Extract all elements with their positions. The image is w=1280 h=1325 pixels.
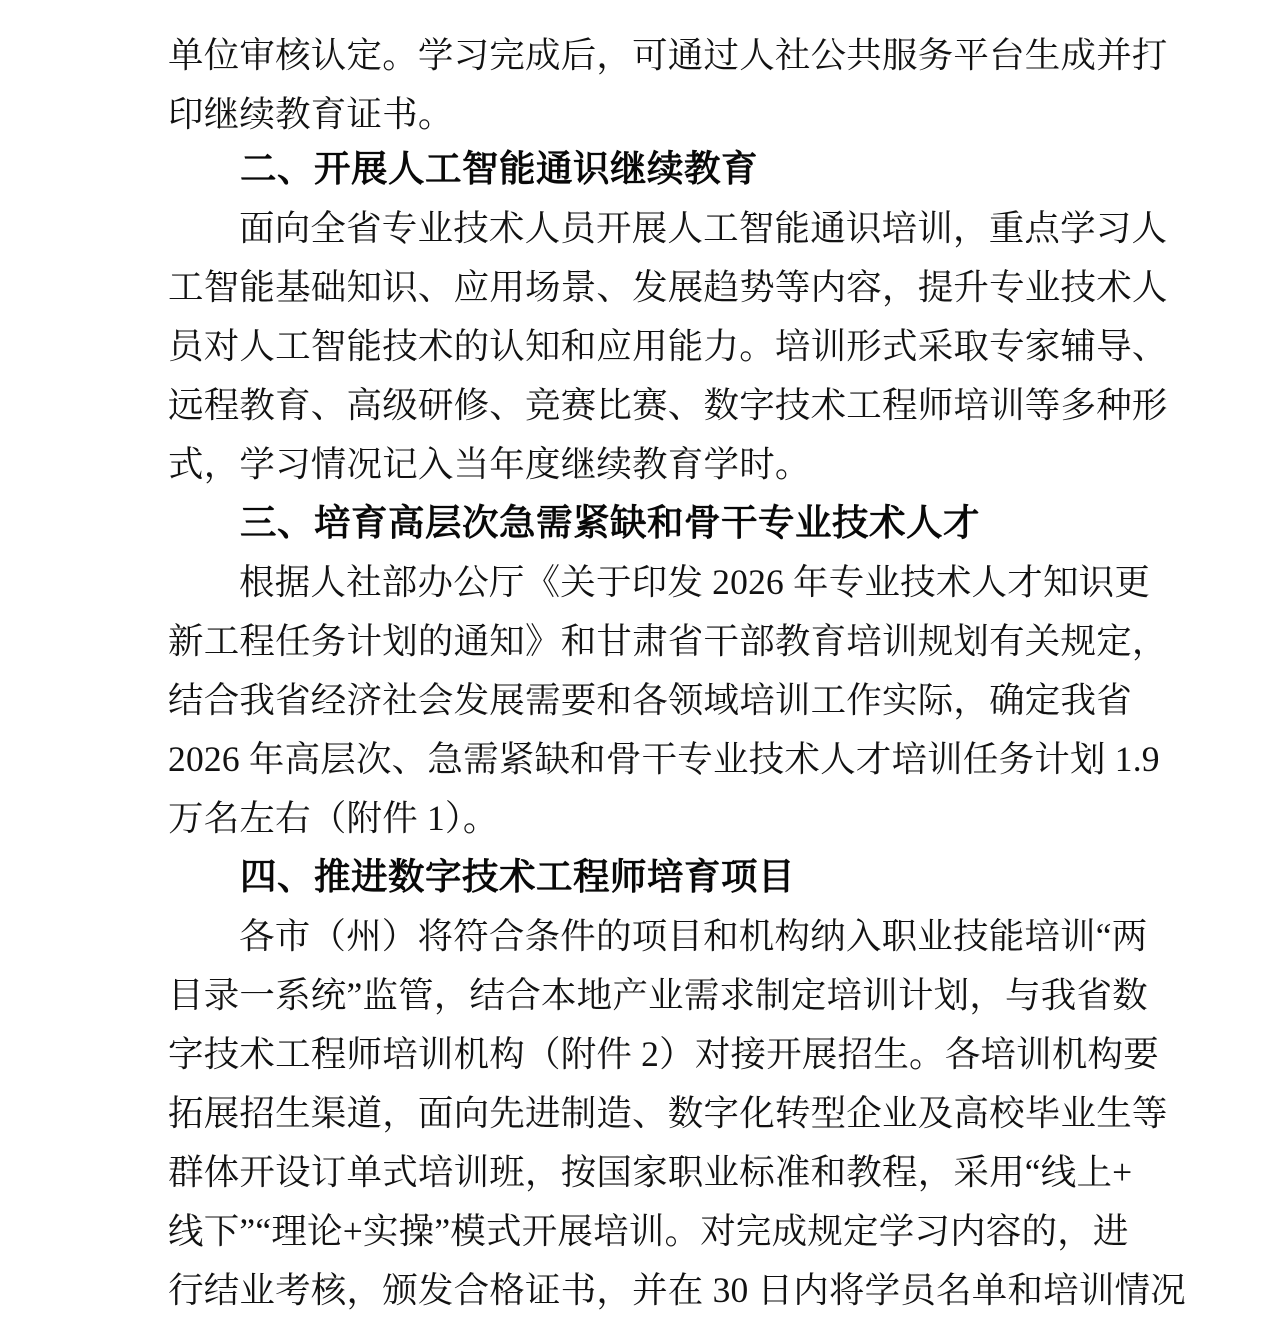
section-heading: 四、推进数字技术工程师培育项目: [240, 856, 795, 897]
section-heading: 二、开展人工智能通识继续教育: [240, 148, 758, 189]
paragraph-line: 拓展招生渠道，面向先进制造、数字化转型企业及高校毕业生等: [168, 1093, 1168, 1133]
paragraph-line: 根据人社部办公厅《关于印发 2026 年专业技术人才知识更: [239, 562, 1151, 602]
section-heading: 三、培育高层次急需紧缺和骨干专业技术人才: [240, 502, 980, 543]
paragraph-line: 新工程任务计划的通知》和甘肃省干部教育培训规划有关规定，: [168, 621, 1168, 661]
paragraph-line: 2026 年高层次、急需紧缺和骨干专业技术人才培训任务计划 1.9: [168, 739, 1160, 779]
paragraph-line: 印继续教育证书。: [168, 94, 454, 134]
paragraph-line: 员对人工智能技术的认知和应用能力。培训形式采取专家辅导、: [168, 326, 1168, 366]
paragraph-line: 万名左右（附件 1）。: [168, 798, 499, 838]
paragraph-line: 目录一系统”监管，结合本地产业需求制定培训计划，与我省数: [168, 975, 1148, 1015]
paragraph-line: 单位审核认定。学习完成后，可通过人社公共服务平台生成并打: [168, 35, 1168, 75]
paragraph-line: 行结业考核，颁发合格证书，并在 30 日内将学员名单和培训情况: [168, 1270, 1186, 1310]
paragraph-line: 面向全省专业技术人员开展人工智能通识培训，重点学习人: [239, 208, 1168, 248]
paragraph-line: 结合我省经济社会发展需要和各领域培训工作实际，确定我省: [168, 680, 1132, 720]
paragraph-line: 字技术工程师培训机构（附件 2）对接开展招生。各培训机构要: [168, 1034, 1159, 1074]
paragraph-line: 线下”“理论+实操”模式开展培训。对完成规定学习内容的，进: [168, 1211, 1129, 1251]
paragraph-line: 群体开设订单式培训班，按国家职业标准和教程，采用“线上+: [168, 1152, 1133, 1192]
paragraph-line: 工智能基础知识、应用场景、发展趋势等内容，提升专业技术人: [168, 267, 1168, 307]
paragraph-line: 式，学习情况记入当年度继续教育学时。: [168, 444, 811, 484]
paragraph-line: 远程教育、高级研修、竞赛比赛、数字技术工程师培训等多种形: [168, 385, 1168, 425]
paragraph-line: 各市（州）将符合条件的项目和机构纳入职业技能培训“两: [239, 916, 1148, 956]
